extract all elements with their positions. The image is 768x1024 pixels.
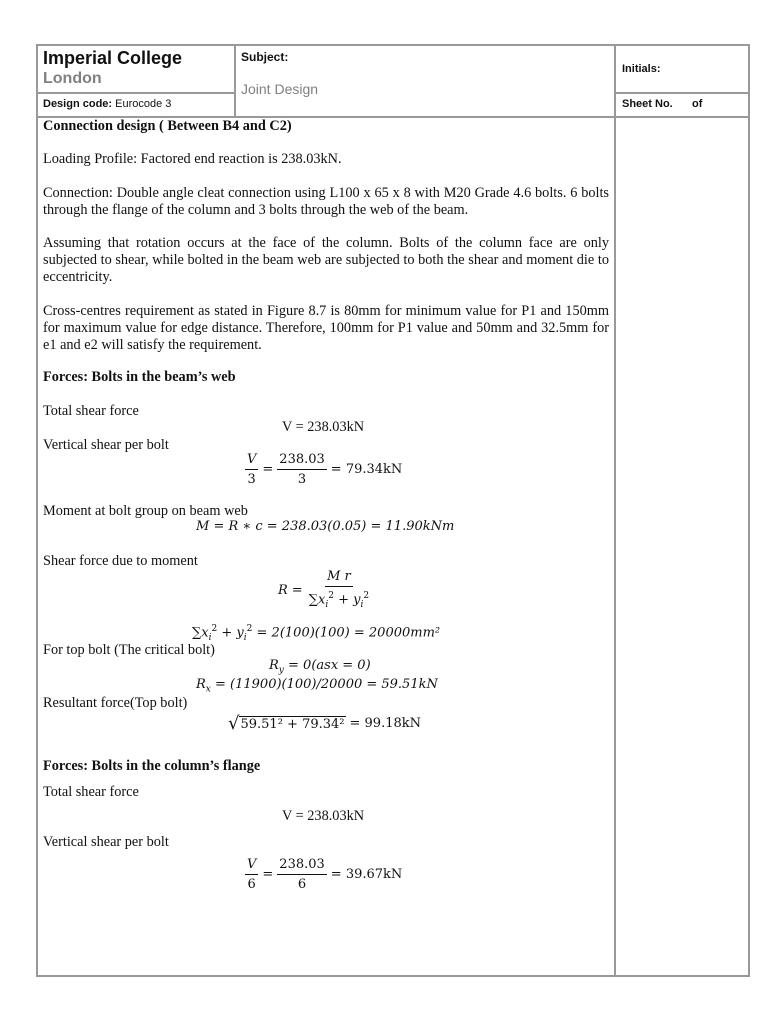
resultant-radicand: 59.51² + 79.34² [240, 716, 345, 732]
logo-imperial-college: Imperial College [43, 48, 183, 68]
logo-london: London [43, 70, 102, 87]
design-code-value: Eurocode 3 [115, 98, 172, 110]
margin-column-divider [614, 44, 616, 977]
subject-value: Joint Design [241, 81, 319, 97]
fraction-v-over-n: $\frac{V}{3}$ [247, 452, 257, 487]
moment-equation: M = R ∗ c = 238.03(0.05) = 11.90kNm [196, 519, 455, 534]
shear-per-bolt-equation-beam: $\frac{V}{3}$ = $\frac{238.03}{3}$ = 79.34kN [247, 452, 403, 487]
moment-shear-formula: R = $\frac{\text{M r}}{\sum x_i^2 + y_i^2}$ [278, 568, 371, 614]
fraction-value-column [277, 856, 327, 893]
frac2-numerator: 238.03 [277, 856, 327, 875]
heading-column-flange: Forces: Bolts in the column’s flange [43, 758, 261, 774]
frac2-denominator: 6 [297, 877, 307, 892]
rotation-assumption: Assuming that rotation occurs at the face of the column. Bolts of the column face are only subjected to shear, while bolted in the beam web are subjected to both the shear and moment die to eccentricity. [43, 235, 609, 285]
initials-label: Initials: [622, 63, 661, 75]
frac1-result: = 79.34kN [330, 462, 403, 477]
ry-equation: $R_y = 0(asx = 0)$ [269, 658, 371, 676]
header-divider-1 [234, 44, 236, 118]
sheet-of-label: of [692, 98, 703, 110]
total-shear-label-column: Total shear force [43, 784, 139, 800]
sheet-no-label: Sheet No. [622, 98, 673, 110]
shear-equation-column: V = 238.03kN [282, 808, 365, 824]
design-code [43, 98, 171, 110]
formula-fraction: $\frac{\text{M r}}{\sum x_i^2 + y_i^2}$ [308, 569, 370, 610]
loading-profile: Loading Profile: Factored end reaction is 238.03kN. [43, 151, 342, 167]
header-rule-right [614, 92, 750, 94]
header-rule-design-code [36, 92, 236, 94]
fraction-value [277, 451, 327, 488]
frac2-result: = 39.67kN [330, 867, 403, 882]
rx-value: = (11900)(100)/20000 = 59.51kN [215, 677, 438, 692]
cross-centres-requirement: Cross-centres requirement as stated in Figure 8.7 is 80mm for minimum value for P1 and 150mm for maximum value for edge distance. Therefore, 100mm for P1 value and 50mm and 32.5mm for e1 and e2 will satisfy the requirement. [43, 303, 609, 353]
sum-squares-value: = 2(100)(100) = 20000mm² [256, 625, 441, 641]
resultant-label: Resultant force(Top bolt) [43, 695, 188, 711]
resultant-result: = 99.18kN [349, 716, 421, 731]
resultant-equation: √ 59.51² + 79.34² = 99.18kN [228, 713, 421, 734]
top-bolt-label: For top bolt (The critical bolt) [43, 642, 215, 658]
heading-beam-web: Forces: Bolts in the beam’s web [43, 369, 236, 385]
total-shear-label-beam: Total shear force [43, 403, 139, 419]
moment-label: Moment at bolt group on beam web [43, 503, 248, 519]
fraction-v-over-n-column: $\frac{V}{6}$ [247, 857, 257, 892]
sum-squares-equation: $\sum x_i^2 + y_i^2 = 2(100)(100) = 20000mm^2$ [192, 624, 441, 643]
frac1-numerator: 238.03 [277, 451, 327, 470]
ry-value: = 0(asx = 0) [288, 658, 371, 673]
rx-equation: $R_x = (11900)(100)/20000 = 59.51kN$ [196, 677, 438, 695]
shear-due-moment-label: Shear force due to moment [43, 553, 198, 569]
shear-equation-beam: V = 238.03kN [282, 419, 365, 435]
vertical-shear-label-column: Vertical shear per bolt [43, 834, 169, 850]
subject-label: Subject: [241, 50, 289, 64]
vertical-shear-label-beam: Vertical shear per bolt [43, 437, 169, 453]
shear-per-bolt-equation-column: $\frac{V}{6}$ = $\frac{238.03}{6}$ = 39.67kN [247, 857, 403, 892]
frac1-denominator: 3 [297, 472, 307, 487]
design-code-label: Design code: [43, 98, 113, 110]
connection-description: Connection: Double angle cleat connection using L100 x 65 x 8 with M20 Grade 4.6 bolts. 6 bolts through the flange of the column and 3 bolts through the web of the beam. [43, 185, 609, 218]
section-title: Connection design ( Between B4 and C2) [43, 118, 292, 134]
